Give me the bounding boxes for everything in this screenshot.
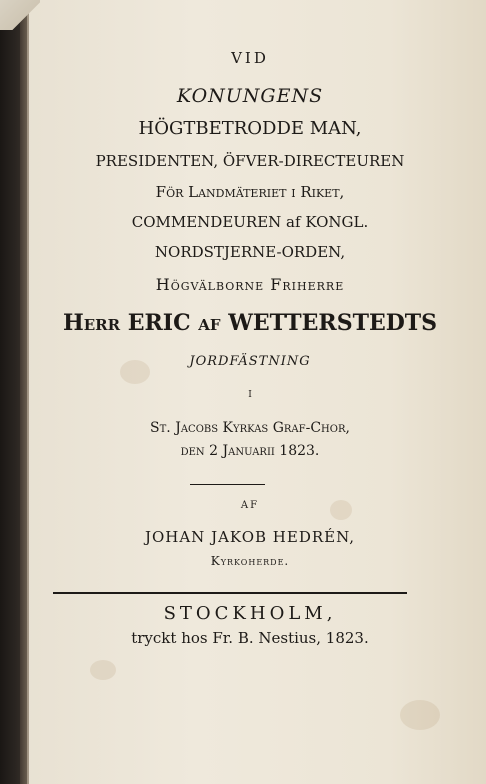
line-kyrkoherde: Kyrkoherde. xyxy=(210,554,290,568)
line-presidenten: PRESIDENTEN, ÖFVER-DIRECTEUREN xyxy=(95,152,405,170)
line-author: JOHAN JAKOB HEDRÉN, xyxy=(144,528,356,546)
line-date: den 2 Januarii 1823. xyxy=(180,443,320,459)
line-st-jacobs: St. Jacobs Kyrkas Graf-Chor, xyxy=(150,420,350,436)
title-page-text xyxy=(30,0,470,784)
line-landmateriet: För Landmäteriet i Riket, xyxy=(155,183,345,201)
spine-edge xyxy=(20,0,29,784)
line-printer: tryckt hos Fr. B. Nestius, 1823. xyxy=(131,629,369,647)
divider-rule xyxy=(53,592,407,594)
line-i: I xyxy=(248,390,252,400)
line-hogvalborne: Högvälborne Friherre xyxy=(155,275,345,294)
line-commendeuren: COMMENDEUREN af KONGL. xyxy=(131,213,369,231)
line-hogtbetrodde: HÖGTBETRODDE MAN, xyxy=(138,118,362,139)
line-af: AF xyxy=(240,500,260,511)
short-divider xyxy=(190,484,265,485)
line-stockholm: STOCKHOLM, xyxy=(163,603,337,624)
line-herr-eric: Herr ERIC af WETTERSTEDTS xyxy=(62,310,438,336)
heading-vid: VID xyxy=(231,49,269,67)
heading-konungens: KONUNGENS xyxy=(176,85,324,107)
line-nordstjerne: NORDSTJERNE-ORDEN, xyxy=(154,243,346,261)
line-jordfastning: JORDFÄSTNING xyxy=(189,354,311,369)
